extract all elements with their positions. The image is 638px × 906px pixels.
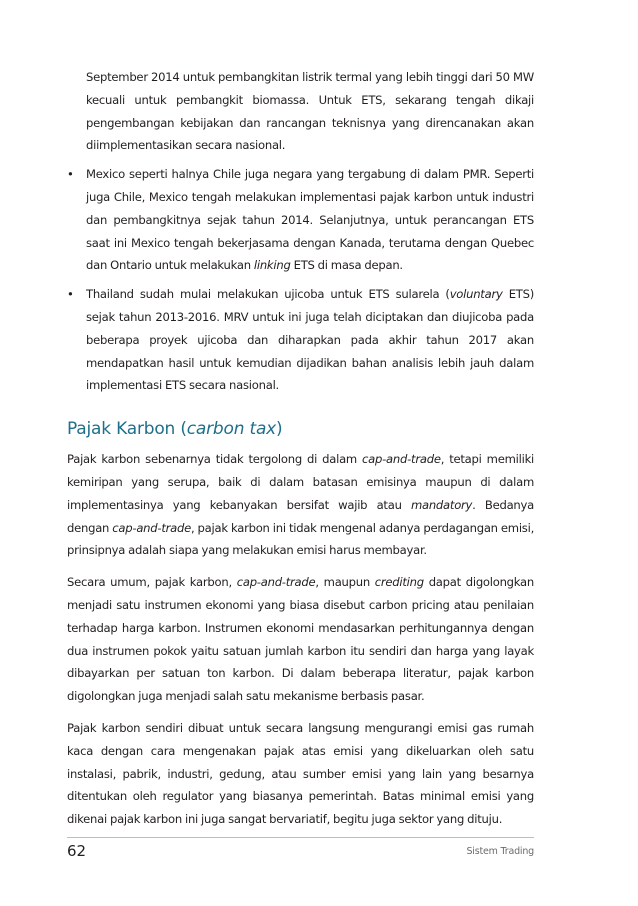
body-content [67, 66, 534, 831]
footer-divider [67, 837, 534, 838]
section-paragraph-3: Pajak karbon sendiri dibuat untuk secara langsung mengurangi emisi gas rumah kaca dengan cara mengenakan pajak atas emisi yang dikeluarkan oleh satu instalasi, pabrik, industri, gedung, atau sumber emisi yang lain yang besarnya ditentukan oleh regulator yang biasanya pemerintah. Batas minimal emisi yang dikenai pajak karbon ini juga sangat bervariatif, begitu juga sektor yang dituju. [67, 720, 534, 827]
section-paragraph-2: Secara umum, pajak karbon, cap-and-trade, maupun crediting dapat digolongkan menjadi satu instrumen ekonomi yang biasa disebut carbon pricing atau penilaian terhadap harga karbon. Instrumen ekonomi mendasarkan perhitungannya dengan dua instrumen pokok yaitu satuan jumlah karbon itu sendiri dan harga yang layak dibayarkan per satuan ton karbon. Di dalam beberapa literatur, pajak karbon digolongkan juga menjadi salah satu mekanisme berbasis pasar. [67, 575, 535, 704]
bullet-item-thailand [67, 283, 534, 397]
bullet-icon: • [67, 287, 74, 302]
bullet-text-thailand: Thailand sudah mulai melakukan ujicoba untuk ETS sularela (voluntary ETS) sejak tahun 2013-2016. MRV untuk ini juga telah diciptakan dan diujicoba pada beberapa proyek ujicoba dan diharapkan pada akhir tahun 2017 akan mendapatkan hasil untuk kemudian dijadikan bahan analisis lebih jauh dalam implementasi ETS secara nasional. [86, 287, 534, 393]
page-number: 62 [67, 842, 87, 860]
continued-bullet-paragraph: September 2014 untuk pembangkitan listrik termal yang lebih tinggi dari 50 MW kecuali untuk pembangkit biomassa. Untuk ETS, sekarang tengah dikaji pengembangan kebijakan dan rancangan teknisnya yang direncanakan akan diimplementasikan secara nasional. [86, 70, 534, 153]
bullet-item-mexico [67, 163, 534, 277]
bullet-icon: • [67, 167, 74, 182]
section-paragraph-1: Pajak karbon sebenarnya tidak tergolong di dalam cap-and-trade, tetapi memiliki kemiripan yang serupa, baik di dalam batasan emisinya maupun di dalam implementasinya yang kebanyakan bersifat wajib atau mandatory. Bedanya dengan cap-and-trade, pajak karbon ini tidak mengenal adanya perdagangan emisi, prinsipnya adalah siapa yang melakukan emisi harus membayar. [67, 452, 535, 558]
section-heading: Pajak Karbon (carbon tax) [67, 419, 283, 440]
running-title: Sistem Trading [466, 846, 534, 857]
bullet-text-mexico: Mexico seperti halnya Chile juga negara yang tergabung di dalam PMR. Seperti juga Chile, Mexico tengah melakukan implementasi pajak karbon untuk industri dan pembangkitnya sejak tahun 2014. Selanjutnya, untuk perancangan ETS saat ini Mexico tengah bekerjasama dengan Kanada, terutama dengan Quebec dan Ontario untuk melakukan linking ETS di masa depan. [86, 167, 534, 273]
